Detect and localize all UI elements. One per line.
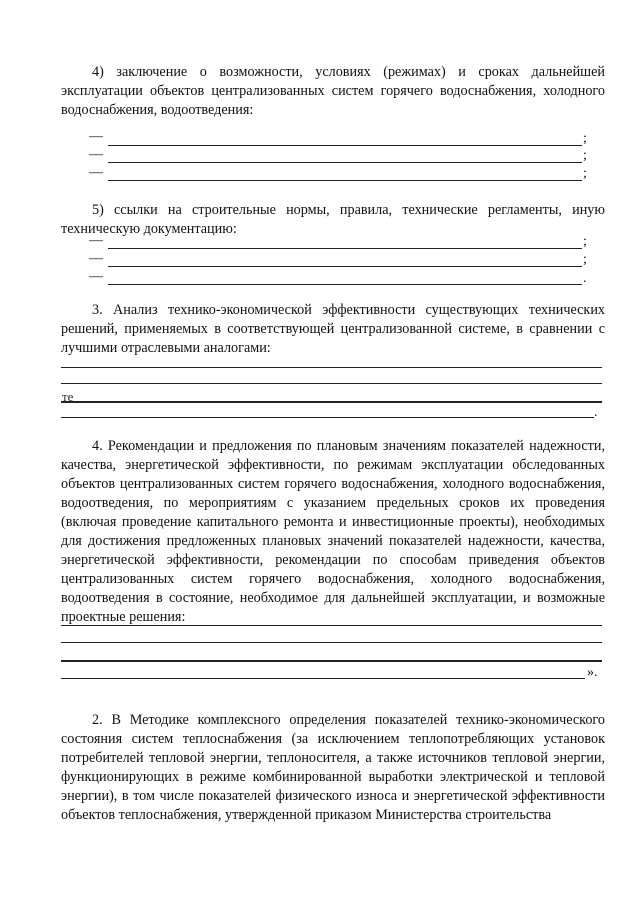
line-end-semicolon: ; (583, 252, 587, 267)
blank-line (61, 678, 585, 679)
paragraph-item4-text: 4) заключение о возможности, условиях (режимах) и сроках дальнейшей эксплуатации объектов централизованных систем горячего водоснабжения, холодного водоснабжения, водоотведения: (61, 64, 605, 118)
blank-line (61, 367, 602, 368)
line-end-semicolon: ; (583, 234, 587, 249)
line-end-semicolon: ; (583, 148, 587, 163)
paragraph-section3-text: 3. Анализ технико-экономической эффективности существующих технических решений, применяемых в соответствующей централизованной системе, в сравнении с лучшими отраслевыми аналогами: (61, 302, 605, 356)
dash-marker: — (89, 233, 103, 248)
dash-marker: — (89, 251, 103, 266)
paragraph-section2-text: 2. В Методике комплексного определения показателей технико-экономического состояния систем теплоснабжения (за исключением теплопотребляющих установок потребителей тепловой энергии, теплоносителя, а также источников тепловой энергии, функционирующих в режиме комбинированной выработки электрической и тепловой энергии), в том числе показателей физического износа и энергетической эффективности объектов теплоснабжения, утвержденной приказом Министерства строительства (61, 712, 605, 823)
blank-line (61, 417, 594, 418)
paragraph-item5-text: 5) ссылки на строительные нормы, правила, технические регламенты, иную техническую документацию: (61, 202, 605, 237)
blank-line (108, 145, 582, 146)
paragraph-item4 (61, 63, 605, 120)
paragraph-section4 (61, 437, 605, 627)
blank-line (61, 660, 602, 662)
blank-line (108, 180, 582, 181)
paragraph-section2 (61, 711, 605, 825)
blank-line (61, 625, 602, 626)
blank-line (108, 162, 582, 163)
blank-line (108, 284, 582, 285)
line-end-semicolon: ; (583, 166, 587, 181)
dash-marker: — (89, 147, 103, 162)
line-end-period: . (594, 405, 598, 420)
stray-text: те (62, 389, 74, 404)
paragraph-item5 (61, 201, 605, 239)
blank-line (61, 642, 602, 643)
closing-quote: ». (587, 665, 598, 680)
blank-line (108, 266, 582, 267)
blank-line (108, 248, 582, 249)
dash-marker: — (89, 165, 103, 180)
paragraph-section4-text: 4. Рекомендации и предложения по плановым значениям показателей надежности, качества, энергетической эффективности, по режимам эксплуатации обследованных объектов централизованных систем горячего водоснабжения, холодного водоснабжения, водоотведения, по мероприятиям с указанием предельных сроков их проведения (включая проведение капитального ремонта и инвестиционные проекты), необходимых для достижения предложенных плановых значений показателей надежности, качества, энергетической эффективности, рекомендации по способам приведения объектов централизованных систем горячего водоснабжения, холодного водоснабжения, водоотведения в состояние, необходимое для дальнейшей эксплуатации, и возможные проектные решения: (61, 438, 605, 625)
blank-line (61, 401, 602, 403)
dash-marker: — (89, 269, 103, 284)
dash-marker: — (89, 129, 103, 144)
line-end-semicolon: ; (583, 131, 587, 146)
blank-line (61, 383, 602, 384)
line-end-period: . (583, 271, 587, 286)
paragraph-section3 (61, 301, 605, 358)
